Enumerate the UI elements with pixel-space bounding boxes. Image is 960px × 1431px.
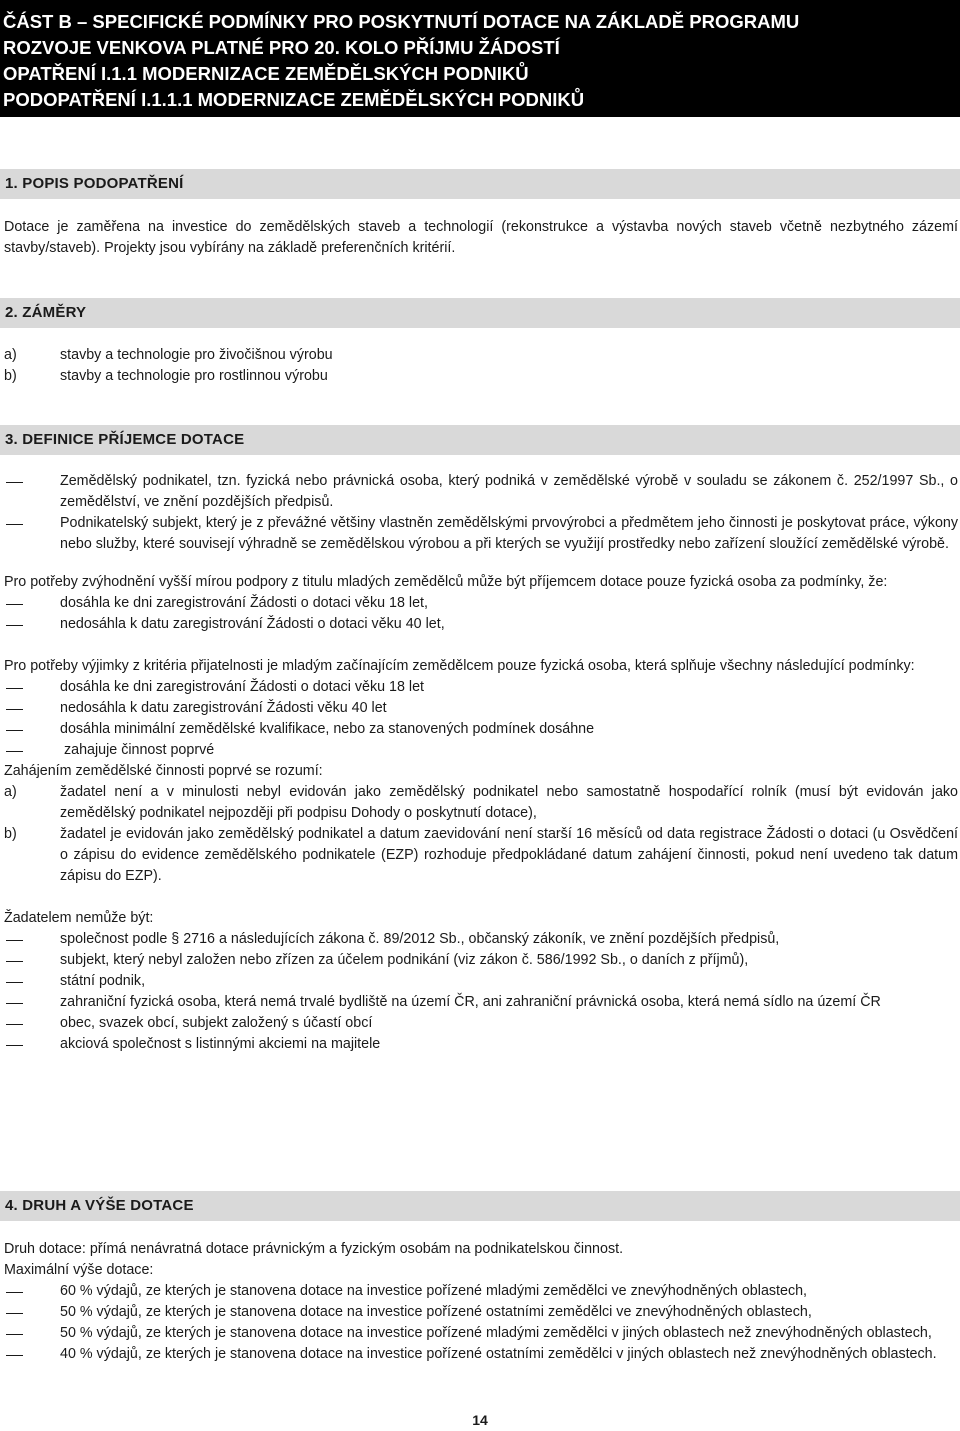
list-marker: b) [4, 826, 17, 842]
section-3-heading: 3. DEFINICE PŘÍJEMCE DOTACE [0, 425, 960, 455]
list-item [4, 1034, 958, 1055]
cannot-be-intro: Žadatelem nemůže být: [4, 910, 154, 926]
list-item [4, 719, 958, 740]
list-item-text: Podnikatelský subjekt, který je z převážné většiny vlastněn zemědělskými prvovýrobci a předmětem jeho činnosti je poskytovat práce, výkony nebo služby, které souvisejí výhradně se zemědělskou výrobou a při kterých se využijí prostředky nebo zařízení sloužící zemědělské výrobě. [60, 515, 958, 552]
list-item-text: dosáhla ke dni zaregistrování Žádosti o dotaci věku 18 let [60, 679, 424, 695]
header-line: OPATŘENÍ I.1.1 MODERNIZACE ZEMĚDĚLSKÝCH PODNIKŮ [3, 63, 529, 84]
section-4-body [4, 1239, 958, 1365]
list-item [4, 1302, 958, 1323]
header-line: ROZVOJE VENKOVA PLATNÉ PRO 20. KOLO PŘÍJMU ŽÁDOSTÍ [3, 37, 560, 58]
list-item-text: žadatel není a v minulosti nebyl evidován jako zemědělský podnikatel nebo samostatně hospodařící rolník (musí být evidován jako zemědělský podnikatel nejpozději při podpisu Dohody o poskytnutí dotace), [60, 784, 958, 821]
list-item-text: subjekt, který nebyl založen nebo zřízen za účelem podnikání (viz zákon č. 586/1992 Sb., o daních z příjmů), [60, 952, 749, 968]
list-item-text: 60 % výdajů, ze kterých je stanovena dotace na investice pořízené mladými zemědělci ve znevýhodněných oblastech, [60, 1283, 808, 1299]
list-item-text: 50 % výdajů, ze kterých je stanovena dotace na investice pořízené mladými zemědělci v jiných oblastech než znevýhodněných oblastech, [60, 1325, 932, 1341]
list-marker: a) [4, 347, 17, 363]
start-intro: Zahájením zemědělské činnosti poprvé se rozumí: [4, 763, 323, 779]
list-item [4, 345, 958, 366]
list-item-text: akciová společnost s listinnými akciemi na majitele [60, 1036, 381, 1052]
section-2-list [4, 345, 958, 387]
list-item-text: dosáhla minimální zemědělské kvalifikace, nebo za stanovených podmínek dosáhne [60, 721, 595, 737]
subsidy-type: Druh dotace: přímá nenávratná dotace právnickým a fyzickým osobám na podnikatelskou činnost. [4, 1241, 624, 1257]
list-marker: a) [4, 784, 17, 800]
list-item-text: stavby a technologie pro živočišnou výrobu [60, 347, 333, 363]
header-line: ČÁST B – SPECIFICKÉ PODMÍNKY PRO POSKYTNUTÍ DOTACE NA ZÁKLADĚ PROGRAMU [3, 11, 800, 32]
list-item [4, 971, 958, 992]
list-item [4, 950, 958, 971]
section-1-text: Dotace je zaměřena na investice do zemědělských staveb a technologií (rekonstrukce a výstavba nových staveb včetně nezbytného zázemí stavby/staveb). Projekty jsou vybírány na základě preferenčních kritérií. [4, 219, 958, 256]
list-item-text: 50 % výdajů, ze kterých je stanovena dotace na investice pořízené ostatními zemědělci ve znevýhodněných oblastech, [60, 1304, 812, 1320]
list-item-text: 40 % výdajů, ze kterých je stanovena dotace na investice pořízené ostatními zemědělci v jiných oblastech než znevýhodněných oblastech. [60, 1346, 937, 1362]
list-item-text: žadatel je evidován jako zemědělský podnikatel a datum zaevidování není starší 16 měsíců od data registrace Žádosti o dotaci (u Osvědčení o zápisu do evidence zemědělského podnikatele (EZP) rozhoduje předpokládané datum zahájení činnosti, pokud není uvedeno tak datum zápisu do EZP). [60, 826, 958, 884]
list-item [4, 740, 958, 761]
list-item [4, 782, 958, 824]
header-line: PODOPATŘENÍ I.1.1.1 MODERNIZACE ZEMĚDĚLSKÝCH PODNIKŮ [3, 89, 585, 110]
list-item [4, 1323, 958, 1344]
section-1-body [4, 217, 958, 259]
list-item-text: obec, svazek obcí, subjekt založený s účastí obcí [60, 1015, 373, 1031]
list-item [4, 513, 958, 555]
list-item-text: Zemědělský podnikatel, tzn. fyzická nebo právnická osoba, který podniká v zemědělské výrobě v souladu se zákonem č. 252/1997 Sb., o zemědělství, ve znění pozdějších předpisů. [60, 473, 958, 510]
list-item [4, 593, 958, 614]
section-3-body [4, 471, 958, 1055]
list-marker: b) [4, 368, 17, 384]
list-item [4, 698, 958, 719]
list-item-text: stavby a technologie pro rostlinnou výrobu [60, 368, 328, 384]
list-item-text: zahajuje činnost poprvé [60, 742, 215, 758]
list-item-text: zahraniční fyzická osoba, která nemá trvalé bydliště na území ČR, ani zahraniční právnická osoba, která nemá sídlo na území ČR [60, 994, 881, 1010]
list-item [4, 677, 958, 698]
list-item-text: státní podnik, [60, 973, 146, 989]
max-subsidy-label: Maximální výše dotace: [4, 1262, 154, 1278]
section-2-heading: 2. ZÁMĚRY [0, 298, 960, 328]
young-farmer-intro: Pro potřeby zvýhodnění vyšší mírou podpory z titulu mladých zemědělců může být příjemcem dotace pouze fyzická osoba za podmínky, že: [4, 574, 888, 590]
document-header [0, 0, 960, 117]
list-item [4, 824, 958, 887]
list-item [4, 471, 958, 513]
list-item-text: společnost podle § 2716 a následujících zákona č. 89/2012 Sb., občanský zákoník, ve znění pozdějších předpisů, [60, 931, 780, 947]
list-item-text: nedosáhla k datu zaregistrování Žádosti o dotaci věku 40 let, [60, 616, 445, 632]
list-item [4, 1013, 958, 1034]
list-item-text: dosáhla ke dni zaregistrování Žádosti o dotaci věku 18 let, [60, 595, 428, 611]
list-item [4, 366, 958, 387]
section-1-heading: 1. POPIS PODOPATŘENÍ [0, 169, 960, 199]
page-number: 14 [472, 1412, 488, 1428]
section-4-heading: 4. DRUH A VÝŠE DOTACE [0, 1191, 960, 1221]
list-item [4, 614, 958, 635]
list-item [4, 1344, 958, 1365]
list-item [4, 929, 958, 950]
list-item [4, 1281, 958, 1302]
list-item-text: nedosáhla k datu zaregistrování Žádosti věku 40 let [60, 700, 387, 716]
exception-intro: Pro potřeby výjimky z kritéria přijatelnosti je mladým začínajícím zemědělcem pouze fyzická osoba, která splňuje všechny následující podmínky: [4, 658, 915, 674]
list-item [4, 992, 958, 1013]
